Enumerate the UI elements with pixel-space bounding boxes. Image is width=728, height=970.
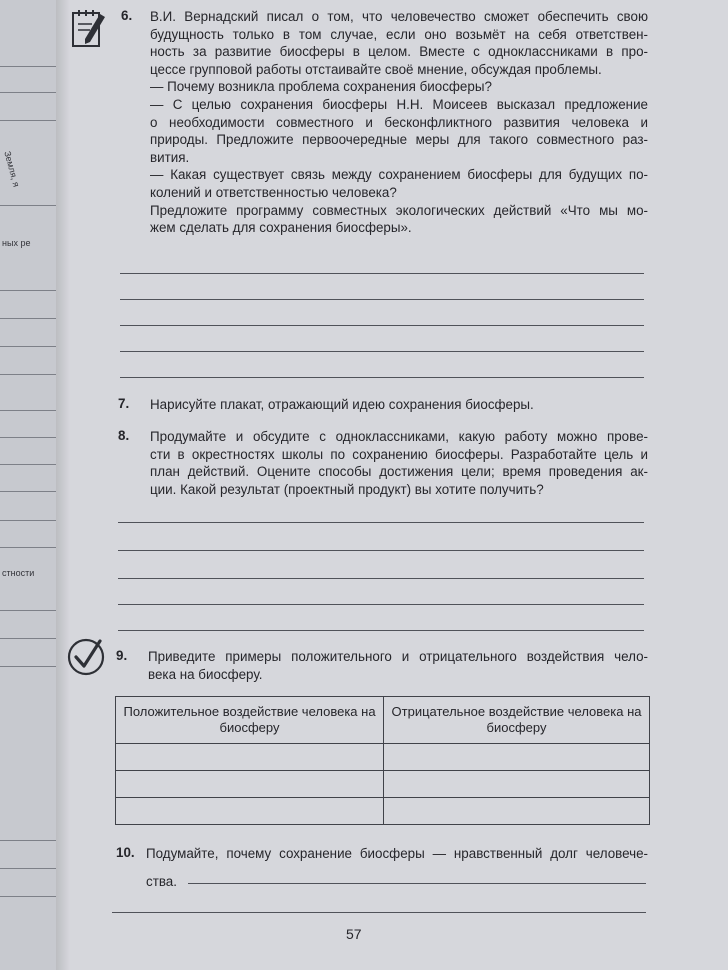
task-7-line: Нарисуйте плакат, отражающий идею сохранения биосферы. (150, 397, 534, 412)
table-cell[interactable] (116, 771, 384, 798)
task-8-line: план действий. Оцените способы достижения цели; время проведения ак- (150, 464, 648, 480)
table-header-row (116, 697, 650, 744)
task-6-line: — Почему возникла проблема сохранения биосферы? (150, 79, 492, 95)
checkmark-circle-icon (66, 637, 106, 677)
table-cell[interactable] (384, 744, 650, 771)
task-6-text (150, 8, 648, 237)
pencil-notebook-icon (70, 8, 106, 50)
answer-line[interactable] (120, 351, 644, 352)
answer-line[interactable] (120, 299, 644, 300)
task-10-line: Подумайте, почему сохранение биосферы — нравственный долг человече- (146, 846, 648, 861)
task-9-number: 9. (116, 648, 128, 663)
task-6-line: жем сделать для сохранения биосферы». (150, 220, 412, 236)
table-row (116, 798, 650, 825)
page-gutter-shadow (56, 0, 70, 970)
task-9-line: Приведите примеры положительного и отрицательного воздействия чело- (148, 649, 648, 664)
task-7-text (150, 396, 648, 414)
task-6-line: — С целью сохранения биосферы Н.Н. Моисеев высказал предложение (150, 96, 648, 112)
task-10-number: 10. (116, 845, 135, 860)
answer-line[interactable] (118, 604, 644, 605)
task-6-line: вития. (150, 149, 190, 165)
answer-line[interactable] (120, 325, 644, 326)
page-number: 57 (346, 926, 362, 942)
answer-line[interactable] (118, 578, 644, 579)
task-7-number: 7. (118, 396, 130, 411)
task-10-text (146, 845, 648, 863)
table-cell[interactable] (384, 771, 650, 798)
answer-line[interactable] (120, 377, 644, 378)
task-8-line: Продумайте и обсудите с одноклассниками, какую работу можно прове- (150, 429, 648, 444)
margin-fragment-1: Земля, я (2, 150, 22, 188)
table-cell[interactable] (384, 798, 650, 825)
task-6-line: о необходимости совместного и бесконфликтного развития человека и (150, 114, 648, 130)
answer-line[interactable] (118, 550, 644, 551)
adjacent-page-strip (0, 0, 56, 970)
answer-line[interactable] (118, 630, 644, 631)
task-6-line: будущность только в том случае, если оно возьмёт на себя ответствен- (150, 26, 648, 42)
margin-fragment-2: ных ре (2, 238, 31, 248)
table-header-positive: Положительное воздействие человека на биосферу (116, 697, 384, 744)
answer-line[interactable] (118, 522, 644, 523)
task-6-line: Предложите программу совместных экологических действий «Что мы мо- (150, 202, 648, 218)
table-row (116, 771, 650, 798)
table-header-negative: Отрицательное воздействие человека на биосферу (384, 697, 650, 744)
table-row (116, 744, 650, 771)
table-cell[interactable] (116, 744, 384, 771)
table-cell[interactable] (116, 798, 384, 825)
task-6-line: цессе групповой работы отстаивайте своё мнение, обсуждая проблемы. (150, 61, 602, 77)
answer-line[interactable] (188, 883, 646, 884)
answer-line[interactable] (112, 912, 646, 913)
answer-line[interactable] (120, 273, 644, 274)
task-6-line: колений и ответственностью человека? (150, 184, 397, 200)
task-10-line: ства. (146, 874, 177, 889)
task-8-number: 8. (118, 428, 130, 443)
task-10-text-end (146, 873, 177, 891)
margin-fragment-3: стности (2, 568, 35, 578)
task-8-line: ции. Какой результат (проектный продукт) вы хотите получить? (150, 481, 544, 497)
task-9-text (148, 648, 648, 683)
task-6-line: природы. Предложите первоочередные меры для такого совместного раз- (150, 132, 648, 148)
task-6-line: — Какая существует связь между сохранением биосферы для будущих по- (150, 167, 648, 183)
task-6-line: ность за развитие биосферы в целом. Вместе с одноклассниками в про- (150, 44, 648, 60)
task-6-line: В.И. Вернадский писал о том, что человечество сможет обеспечить свою (150, 9, 648, 24)
task-9-line: века на биосферу. (148, 666, 263, 682)
task-6-number: 6. (121, 8, 133, 23)
impact-table (115, 696, 650, 825)
workbook-page (56, 0, 728, 970)
task-8-line: сти в окрестностях школы по сохранению биосферы. Разработайте цель и (150, 446, 648, 462)
task-8-text (150, 428, 648, 498)
